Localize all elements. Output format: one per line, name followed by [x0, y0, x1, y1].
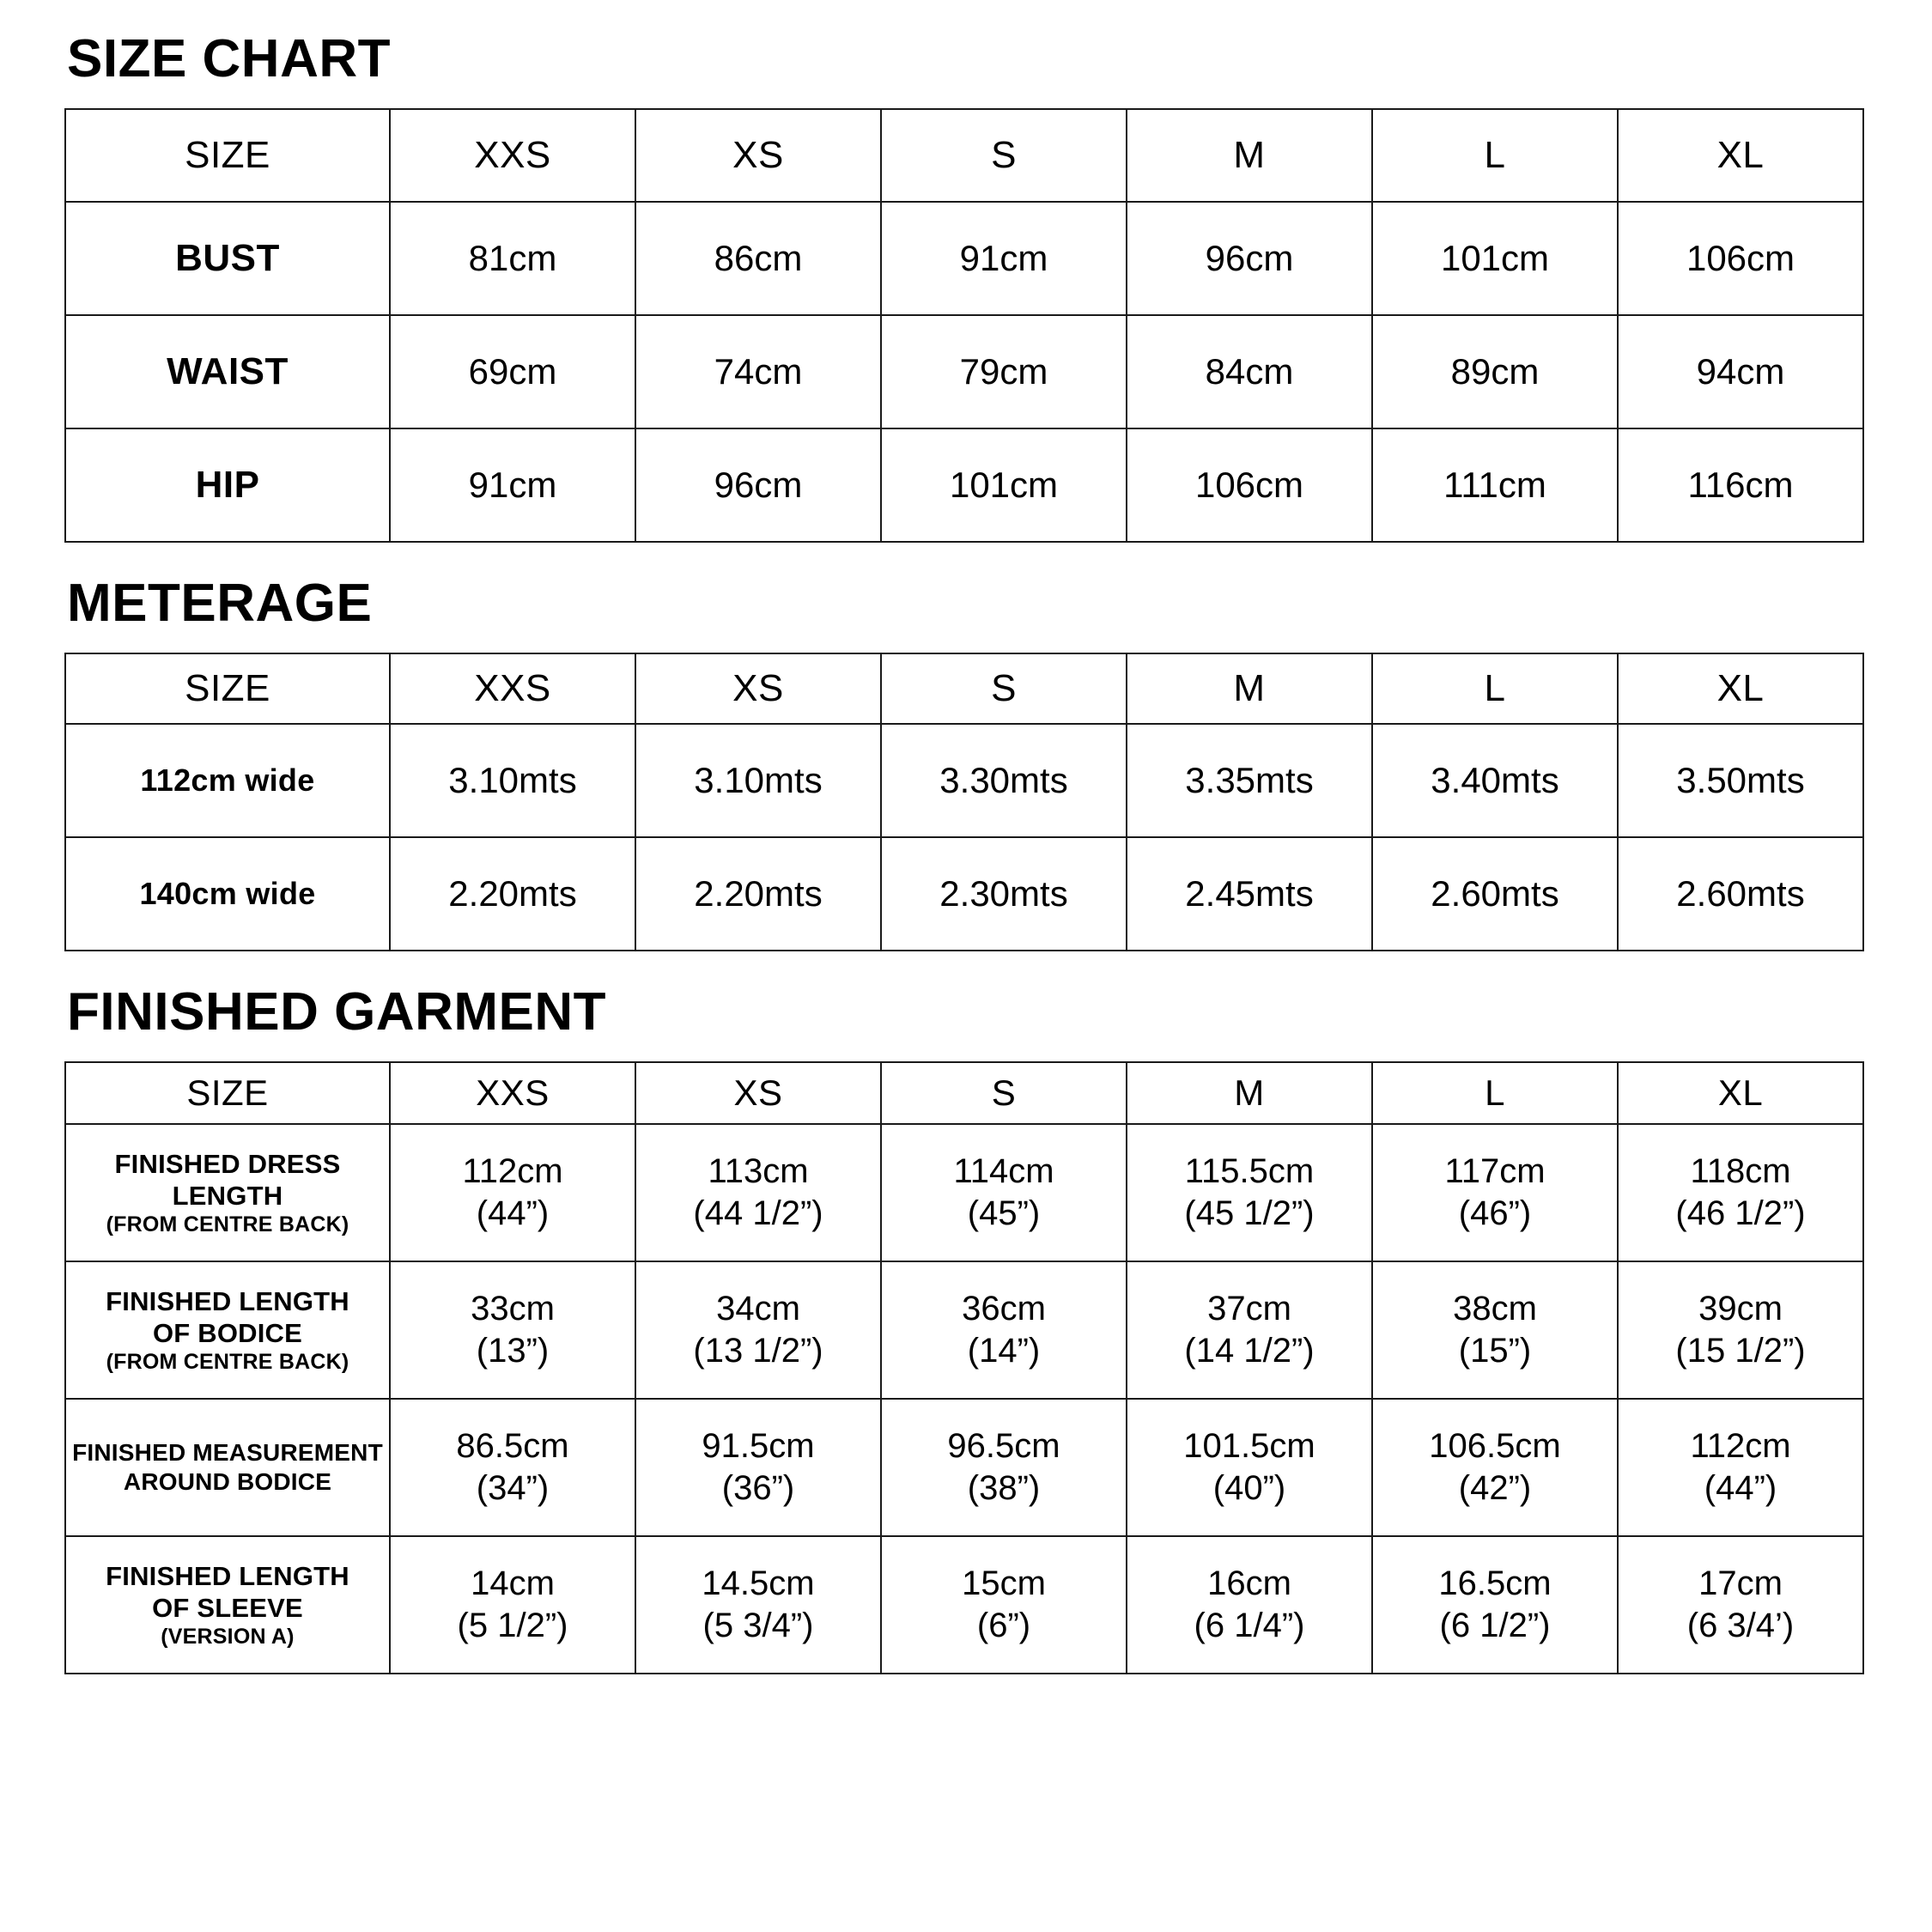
label-sub: (FROM CENTRE BACK)	[106, 1212, 349, 1237]
column-header-xxs: XXS	[390, 653, 635, 724]
table-row	[65, 315, 1863, 428]
column-header-size: SIZE	[65, 1062, 390, 1124]
value-cm: 115.5cm	[1184, 1152, 1315, 1191]
cell-hip-xxs: 91cm	[390, 428, 635, 542]
cell-140-xxs: 2.20mts	[390, 837, 635, 951]
label-sub: (VERSION A)	[161, 1625, 295, 1649]
row-label-bust: BUST	[65, 202, 390, 315]
value-inch: (6 1/2”)	[1439, 1607, 1551, 1644]
table-header-row	[65, 653, 1863, 724]
label-line-1: FINISHED MEASUREMENT	[72, 1439, 383, 1467]
cell-dress-length-xl	[1618, 1124, 1863, 1261]
cell-112-m: 3.35mts	[1127, 724, 1372, 837]
value-inch: (44”)	[1704, 1469, 1777, 1507]
column-header-xl: XL	[1618, 653, 1863, 724]
label-line-1: FINISHED LENGTH	[106, 1285, 349, 1316]
label-sub: (FROM CENTRE BACK)	[106, 1350, 349, 1375]
value-cm: 39cm	[1698, 1290, 1783, 1328]
cell-140-s: 2.30mts	[881, 837, 1127, 951]
section-finished-garment	[64, 982, 1863, 1674]
table-header-row	[65, 109, 1863, 202]
cell-sleeve-length-l	[1372, 1536, 1618, 1674]
row-label-waist: WAIST	[65, 315, 390, 428]
table-row	[65, 428, 1863, 542]
row-label-112cm-wide: 112cm wide	[65, 724, 390, 837]
cell-dress-length-m	[1127, 1124, 1372, 1261]
value-cm: 16.5cm	[1438, 1564, 1552, 1603]
cell-sleeve-length-xl	[1618, 1536, 1863, 1674]
cell-hip-l: 111cm	[1372, 428, 1618, 542]
value-cm: 112cm	[1690, 1427, 1791, 1466]
cell-waist-m: 84cm	[1127, 315, 1372, 428]
cell-140-m: 2.45mts	[1127, 837, 1372, 951]
row-label-finished-measurement-around-bodice	[65, 1399, 390, 1536]
value-inch: (45”)	[967, 1194, 1041, 1232]
cell-bodice-length-xxs	[390, 1261, 635, 1399]
cell-around-bodice-m	[1127, 1399, 1372, 1536]
value-inch: (13”)	[476, 1332, 550, 1370]
cell-bodice-length-xl	[1618, 1261, 1863, 1399]
cell-waist-xl: 94cm	[1618, 315, 1863, 428]
value-cm: 117cm	[1444, 1152, 1546, 1191]
column-header-xs: XS	[635, 1062, 881, 1124]
cell-112-s: 3.30mts	[881, 724, 1127, 837]
column-header-m: M	[1127, 653, 1372, 724]
value-cm: 101.5cm	[1183, 1427, 1315, 1466]
value-inch: (6 1/4”)	[1194, 1607, 1305, 1644]
value-inch: (6 3/4’)	[1686, 1607, 1795, 1644]
cell-around-bodice-xs	[635, 1399, 881, 1536]
value-cm: 86.5cm	[456, 1427, 569, 1466]
value-inch: (5 1/2”)	[457, 1607, 568, 1644]
row-label-hip: HIP	[65, 428, 390, 542]
section-size-chart	[64, 29, 1863, 543]
cell-dress-length-xxs	[390, 1124, 635, 1261]
cell-sleeve-length-s	[881, 1536, 1127, 1674]
row-label-finished-length-of-sleeve	[65, 1536, 390, 1674]
cell-bodice-length-xs	[635, 1261, 881, 1399]
value-inch: (38”)	[967, 1469, 1041, 1507]
value-cm: 17cm	[1698, 1564, 1783, 1603]
column-header-l: L	[1372, 1062, 1618, 1124]
value-inch: (5 3/4”)	[702, 1607, 814, 1644]
cell-dress-length-xs	[635, 1124, 881, 1261]
cell-140-xs: 2.20mts	[635, 837, 881, 951]
label-line-1: FINISHED DRESS	[114, 1148, 341, 1179]
table-header-row	[65, 1062, 1863, 1124]
page-title: SIZE CHART	[67, 29, 391, 88]
column-header-xs: XS	[635, 109, 881, 202]
cell-140-xl: 2.60mts	[1618, 837, 1863, 951]
cell-hip-xl: 116cm	[1618, 428, 1863, 542]
value-inch: (45 1/2”)	[1184, 1194, 1315, 1232]
column-header-size: SIZE	[65, 653, 390, 724]
cell-bust-m: 96cm	[1127, 202, 1372, 315]
value-cm: 96.5cm	[947, 1427, 1060, 1466]
cell-140-l: 2.60mts	[1372, 837, 1618, 951]
column-header-m: M	[1127, 1062, 1372, 1124]
column-header-l: L	[1372, 109, 1618, 202]
cell-sleeve-length-xxs	[390, 1536, 635, 1674]
column-header-xxs: XXS	[390, 109, 635, 202]
value-inch: (46”)	[1458, 1194, 1532, 1232]
cell-around-bodice-xl	[1618, 1399, 1863, 1536]
value-cm: 14.5cm	[702, 1564, 815, 1603]
value-cm: 106.5cm	[1429, 1427, 1561, 1466]
value-cm: 15cm	[962, 1564, 1046, 1603]
column-header-xxs: XXS	[390, 1062, 635, 1124]
label-line-2: AROUND BODICE	[123, 1468, 332, 1495]
value-inch: (34”)	[476, 1469, 550, 1507]
table-row	[65, 1399, 1863, 1536]
cell-bodice-length-s	[881, 1261, 1127, 1399]
cell-bodice-length-l	[1372, 1261, 1618, 1399]
value-cm: 91.5cm	[702, 1427, 815, 1466]
cell-around-bodice-s	[881, 1399, 1127, 1536]
table-row	[65, 1536, 1863, 1674]
cell-sleeve-length-xs	[635, 1536, 881, 1674]
cell-bust-s: 91cm	[881, 202, 1127, 315]
value-cm: 34cm	[716, 1290, 800, 1328]
label-line-2: OF SLEEVE	[152, 1593, 303, 1623]
label-line-1: FINISHED LENGTH	[106, 1560, 349, 1591]
value-cm: 112cm	[462, 1152, 563, 1191]
value-inch: (6”)	[976, 1607, 1031, 1644]
cell-waist-s: 79cm	[881, 315, 1127, 428]
value-cm: 33cm	[471, 1290, 555, 1328]
table-row	[65, 837, 1863, 951]
row-label-finished-length-of-bodice	[65, 1261, 390, 1399]
row-label-finished-dress-length	[65, 1124, 390, 1261]
cell-dress-length-l	[1372, 1124, 1618, 1261]
column-header-size: SIZE	[65, 109, 390, 202]
meterage-table	[64, 653, 1864, 951]
cell-hip-xs: 96cm	[635, 428, 881, 542]
label-line-2: LENGTH	[172, 1181, 283, 1211]
cell-bust-xs: 86cm	[635, 202, 881, 315]
value-cm: 38cm	[1453, 1290, 1537, 1328]
value-cm: 113cm	[708, 1152, 809, 1191]
section-meterage	[64, 574, 1863, 951]
finished-garment-table	[64, 1061, 1864, 1674]
cell-bodice-length-m	[1127, 1261, 1372, 1399]
cell-bust-xxs: 81cm	[390, 202, 635, 315]
column-header-s: S	[881, 109, 1127, 202]
table-row	[65, 724, 1863, 837]
cell-hip-m: 106cm	[1127, 428, 1372, 542]
value-inch: (42”)	[1458, 1469, 1532, 1507]
value-inch: (44 1/2”)	[693, 1194, 823, 1232]
cell-around-bodice-l	[1372, 1399, 1618, 1536]
cell-112-xxs: 3.10mts	[390, 724, 635, 837]
column-header-s: S	[881, 653, 1127, 724]
value-inch: (13 1/2”)	[693, 1332, 823, 1370]
value-cm: 16cm	[1207, 1564, 1291, 1603]
value-cm: 14cm	[471, 1564, 555, 1603]
value-cm: 114cm	[953, 1152, 1054, 1191]
column-header-m: M	[1127, 109, 1372, 202]
row-label-140cm-wide: 140cm wide	[65, 837, 390, 951]
label-line-2: OF BODICE	[152, 1318, 303, 1348]
cell-dress-length-s	[881, 1124, 1127, 1261]
column-header-l: L	[1372, 653, 1618, 724]
value-inch: (14 1/2”)	[1184, 1332, 1315, 1370]
value-cm: 118cm	[1690, 1152, 1791, 1191]
cell-112-l: 3.40mts	[1372, 724, 1618, 837]
finished-garment-title: FINISHED GARMENT	[67, 982, 606, 1042]
cell-sleeve-length-m	[1127, 1536, 1372, 1674]
value-inch: (15 1/2”)	[1675, 1332, 1806, 1370]
value-inch: (15”)	[1458, 1332, 1532, 1370]
table-row	[65, 202, 1863, 315]
cell-bust-l: 101cm	[1372, 202, 1618, 315]
cell-waist-l: 89cm	[1372, 315, 1618, 428]
column-header-xl: XL	[1618, 1062, 1863, 1124]
table-row	[65, 1261, 1863, 1399]
value-inch: (44”)	[476, 1194, 550, 1232]
cell-112-xs: 3.10mts	[635, 724, 881, 837]
cell-bust-xl: 106cm	[1618, 202, 1863, 315]
cell-around-bodice-xxs	[390, 1399, 635, 1536]
meterage-title: METERAGE	[67, 574, 373, 633]
column-header-xs: XS	[635, 653, 881, 724]
value-inch: (36”)	[721, 1469, 795, 1507]
size-chart-table	[64, 108, 1864, 543]
column-header-s: S	[881, 1062, 1127, 1124]
cell-112-xl: 3.50mts	[1618, 724, 1863, 837]
table-row	[65, 1124, 1863, 1261]
cell-waist-xs: 74cm	[635, 315, 881, 428]
value-cm: 37cm	[1207, 1290, 1291, 1328]
value-inch: (14”)	[967, 1332, 1041, 1370]
cell-hip-s: 101cm	[881, 428, 1127, 542]
value-inch: (46 1/2”)	[1675, 1194, 1806, 1232]
value-cm: 36cm	[962, 1290, 1046, 1328]
column-header-xl: XL	[1618, 109, 1863, 202]
value-inch: (40”)	[1212, 1469, 1286, 1507]
cell-waist-xxs: 69cm	[390, 315, 635, 428]
